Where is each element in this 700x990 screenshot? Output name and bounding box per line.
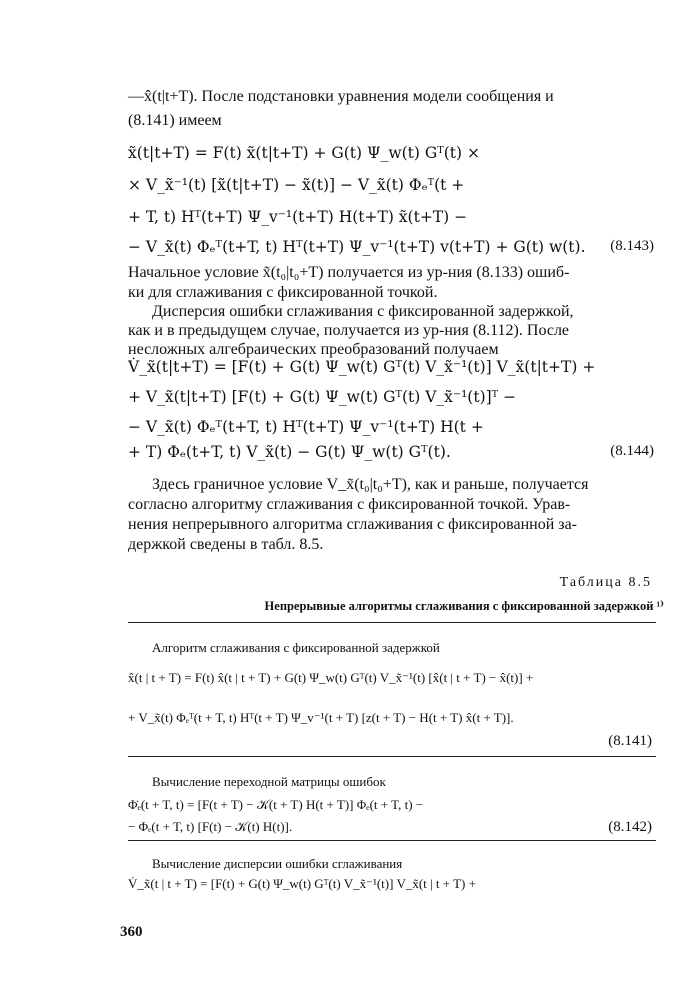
- text-line: несложных алгебраических преобразований получаем: [128, 341, 499, 358]
- equation-line: − V_x̃(t) Φₑᵀ(t+T, t) Hᵀ(t+T) Ψ_v⁻¹(t+T) H(t +: [128, 418, 484, 436]
- table-label: Таблица 8.5: [559, 575, 652, 590]
- table-rule: [128, 622, 656, 623]
- table-equation-line: Φ̇ₑ(t + T, t) = [F(t + T) − 𝒦(t + T) H(t + T)] Φₑ(t + T, t) −: [128, 797, 424, 812]
- table-equation-number: (8.141): [608, 733, 652, 749]
- text-line: держкой сведены в табл. 8.5.: [128, 536, 324, 553]
- equation-line: + T, t) Hᵀ(t+T) Ψ_v⁻¹(t+T) H(t+T) x̃(t+T) −: [128, 208, 468, 226]
- text-line: согласно алгоритму сглаживания с фиксированной точкой. Урав-: [128, 496, 571, 513]
- text-line: Здесь граничное условие V_x̃(t₀|t₀+T), как и раньше, получается: [152, 476, 589, 493]
- text-line: ки для сглаживания с фиксированной точкой.: [128, 284, 438, 301]
- text-line: как и в предыдущем случае, получается из ур-ния (8.112). После: [128, 322, 570, 339]
- equation-line: + V_x̃(t|t+T) [F(t) + G(t) Ψ_w(t) Gᵀ(t) V_x̃⁻¹(t)]ᵀ −: [128, 388, 517, 406]
- equation-line: − V_x̃(t) Φₑᵀ(t+T, t) Hᵀ(t+T) Ψ_v⁻¹(t+T) v(t+T) + G(t) w(t).: [128, 238, 586, 256]
- page-number: 360: [120, 924, 143, 940]
- table-equation-line: + V_x̃(t) Φₑᵀ(t + T, t) Hᵀ(t + T) Ψ_v⁻¹(t + T) [z(t + T) − H(t + T) x̂(t + T)].: [128, 710, 514, 725]
- table-equation-number: (8.142): [608, 819, 652, 835]
- text-line: —x̂(t|t+T). После подстановки уравнения модели сообщения и: [128, 88, 554, 105]
- equation-line: x̃(t|t+T) = F(t) x̃(t|t+T) + G(t) Ψ_w(t) Gᵀ(t) ×: [128, 144, 480, 162]
- text-line: (8.141) имеем: [128, 112, 222, 129]
- table-section-heading: Вычисление дисперсии ошибки сглаживания: [152, 856, 403, 871]
- equation-line: × V_x̃⁻¹(t) [x̃(t|t+T) − x̃(t)] − V_x̃(t) Φₑᵀ(t +: [128, 176, 465, 194]
- table-equation-line: V̇_x̃(t | t + T) = [F(t) + G(t) Ψ_w(t) Gᵀ(t) V_x̃⁻¹(t)] V_x̃(t | t + T) +: [128, 876, 476, 891]
- table-rule: [128, 840, 656, 841]
- table-equation-line: x̂(t | t + T) = F(t) x̂(t | t + T) + G(t) Ψ_w(t) Gᵀ(t) V_x̃⁻¹(t) [x̂(t | t + T) − x̂(t)] +: [128, 670, 534, 685]
- table-caption: Непрерывные алгоритмы сглаживания с фиксированной задержкой ¹⁾: [264, 599, 664, 613]
- equation-line: V̇_x̃(t|t+T) = [F(t) + G(t) Ψ_w(t) Gᵀ(t) V_x̃⁻¹(t)] V_x̃(t|t+T) +: [128, 358, 596, 376]
- text-line: Начальное условие x̃(t₀|t₀+T) получается из ур-ния (8.133) ошиб-: [128, 264, 570, 281]
- equation-line: + T) Φₑ(t+T, t) V_x̃(t) − G(t) Ψ_w(t) Gᵀ(t).: [128, 443, 451, 461]
- equation-number: (8.144): [610, 443, 654, 459]
- table-section-heading: Вычисление переходной матрицы ошибок: [152, 774, 386, 789]
- text-line: Дисперсия ошибки сглаживания с фиксированной задержкой,: [152, 303, 574, 320]
- table-rule: [128, 756, 656, 757]
- table-section-heading: Алгоритм сглаживания с фиксированной задержкой: [152, 640, 440, 655]
- text-line: нения непрерывного алгоритма сглаживания с фиксированной за-: [128, 516, 578, 533]
- equation-number: (8.143): [610, 238, 654, 254]
- table-equation-line: − Φₑ(t + T, t) [F(t) − 𝒦(t) H(t)].: [128, 819, 293, 834]
